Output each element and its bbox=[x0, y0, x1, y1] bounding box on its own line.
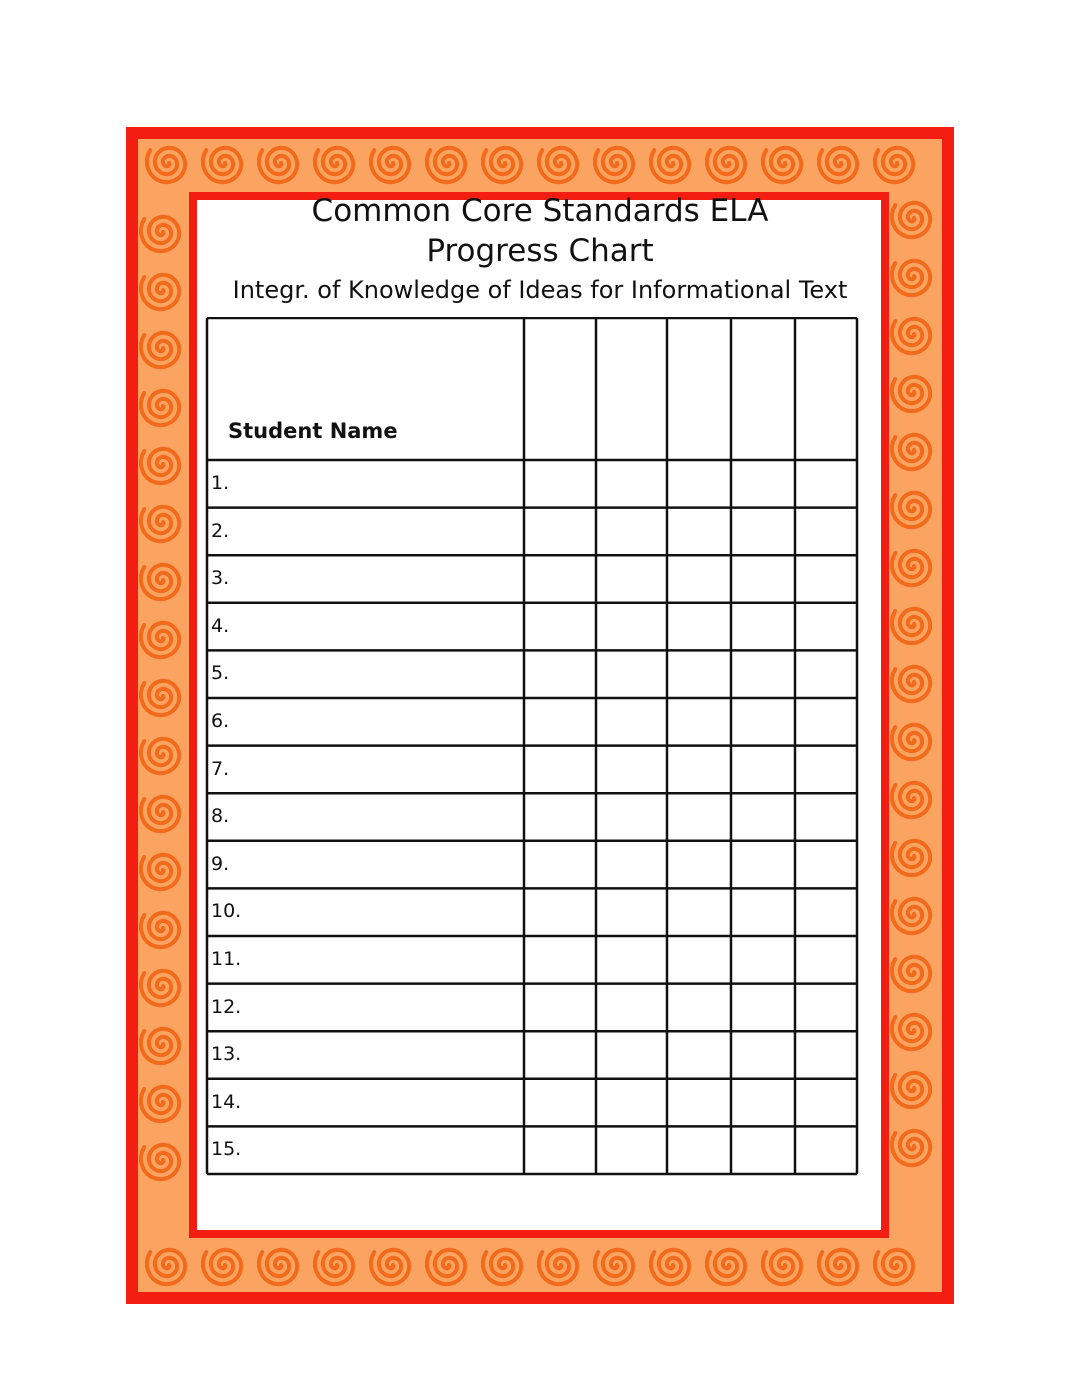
swirl-icon bbox=[595, 148, 633, 182]
student-row-number: 2. bbox=[211, 519, 230, 542]
swirl-icon bbox=[483, 148, 521, 182]
swirl-icon bbox=[707, 1250, 745, 1284]
swirl-icon bbox=[141, 391, 179, 425]
swirl-icon bbox=[483, 1250, 521, 1284]
swirl-icon bbox=[892, 783, 930, 817]
swirl-icon bbox=[141, 913, 179, 947]
swirl-icon bbox=[892, 435, 930, 469]
swirl-icon bbox=[892, 725, 930, 759]
page-subtitle: Integr. of Knowledge of Ideas for Informational Text bbox=[232, 276, 848, 304]
swirl-icon bbox=[651, 1250, 689, 1284]
swirl-icon bbox=[147, 148, 185, 182]
swirl-icon bbox=[141, 449, 179, 483]
swirl-icon bbox=[203, 1250, 241, 1284]
swirl-icon bbox=[892, 841, 930, 875]
swirl-icon bbox=[892, 1131, 930, 1165]
swirl-icon bbox=[427, 148, 465, 182]
swirl-icon bbox=[141, 971, 179, 1005]
swirl-icon bbox=[141, 797, 179, 831]
swirl-icon bbox=[315, 1250, 353, 1284]
student-row-number: 1. bbox=[211, 472, 230, 494]
swirl-icon bbox=[892, 899, 930, 933]
swirl-icon bbox=[141, 565, 179, 599]
student-row-number: 10. bbox=[211, 900, 242, 923]
swirl-icon bbox=[141, 1145, 179, 1179]
swirl-icon bbox=[141, 855, 179, 889]
student-row-number: 11. bbox=[211, 948, 242, 970]
student-name-header: Student Name bbox=[228, 419, 398, 443]
page-title: Common Core Standards ELA bbox=[311, 193, 769, 229]
swirl-icon bbox=[141, 1087, 179, 1121]
swirl-icon bbox=[875, 148, 913, 182]
swirl-icon bbox=[819, 1250, 857, 1284]
swirl-icon bbox=[707, 148, 745, 182]
swirl-icon bbox=[892, 377, 930, 411]
swirl-icon bbox=[141, 507, 179, 541]
swirl-icon bbox=[763, 1250, 801, 1284]
swirl-icon bbox=[539, 148, 577, 182]
swirl-icon bbox=[141, 623, 179, 657]
swirl-icon bbox=[371, 148, 409, 182]
student-row-number: 3. bbox=[211, 567, 230, 590]
swirl-icon bbox=[651, 148, 689, 182]
swirl-icon bbox=[315, 148, 353, 182]
swirl-icon bbox=[892, 609, 930, 643]
swirl-icon bbox=[819, 148, 857, 182]
student-row-number: 6. bbox=[211, 710, 230, 732]
student-row-number: 8. bbox=[211, 805, 230, 828]
swirl-icon bbox=[371, 1250, 409, 1284]
student-row-number: 9. bbox=[211, 852, 230, 875]
student-row-number: 12. bbox=[211, 995, 242, 1018]
swirl-icon bbox=[141, 1029, 179, 1063]
page-title-line-2: Progress Chart bbox=[426, 233, 654, 269]
swirl-icon bbox=[141, 739, 179, 773]
swirl-icon bbox=[892, 493, 930, 527]
swirl-icon bbox=[539, 1250, 577, 1284]
student-row-number: 14. bbox=[211, 1090, 242, 1113]
swirl-icon bbox=[147, 1250, 185, 1284]
swirl-icon bbox=[259, 148, 297, 182]
swirl-icon bbox=[427, 1250, 465, 1284]
progress-table bbox=[205, 317, 859, 1177]
student-row-number: 5. bbox=[211, 662, 230, 685]
swirl-icon bbox=[892, 319, 930, 353]
swirl-icon bbox=[892, 1073, 930, 1107]
swirl-icon bbox=[141, 681, 179, 715]
swirl-icon bbox=[875, 1250, 913, 1284]
swirl-icon bbox=[763, 148, 801, 182]
student-row-number: 4. bbox=[211, 614, 230, 637]
swirl-icon bbox=[892, 667, 930, 701]
swirl-icon bbox=[892, 957, 930, 991]
student-row-number: 13. bbox=[211, 1043, 242, 1066]
student-row-number: 15. bbox=[211, 1138, 242, 1161]
swirl-icon bbox=[595, 1250, 633, 1284]
swirl-icon bbox=[141, 333, 179, 367]
student-row-number: 7. bbox=[211, 757, 230, 780]
swirl-icon bbox=[203, 148, 241, 182]
swirl-icon bbox=[892, 551, 930, 585]
swirl-icon bbox=[259, 1250, 297, 1284]
swirl-icon bbox=[892, 1015, 930, 1049]
